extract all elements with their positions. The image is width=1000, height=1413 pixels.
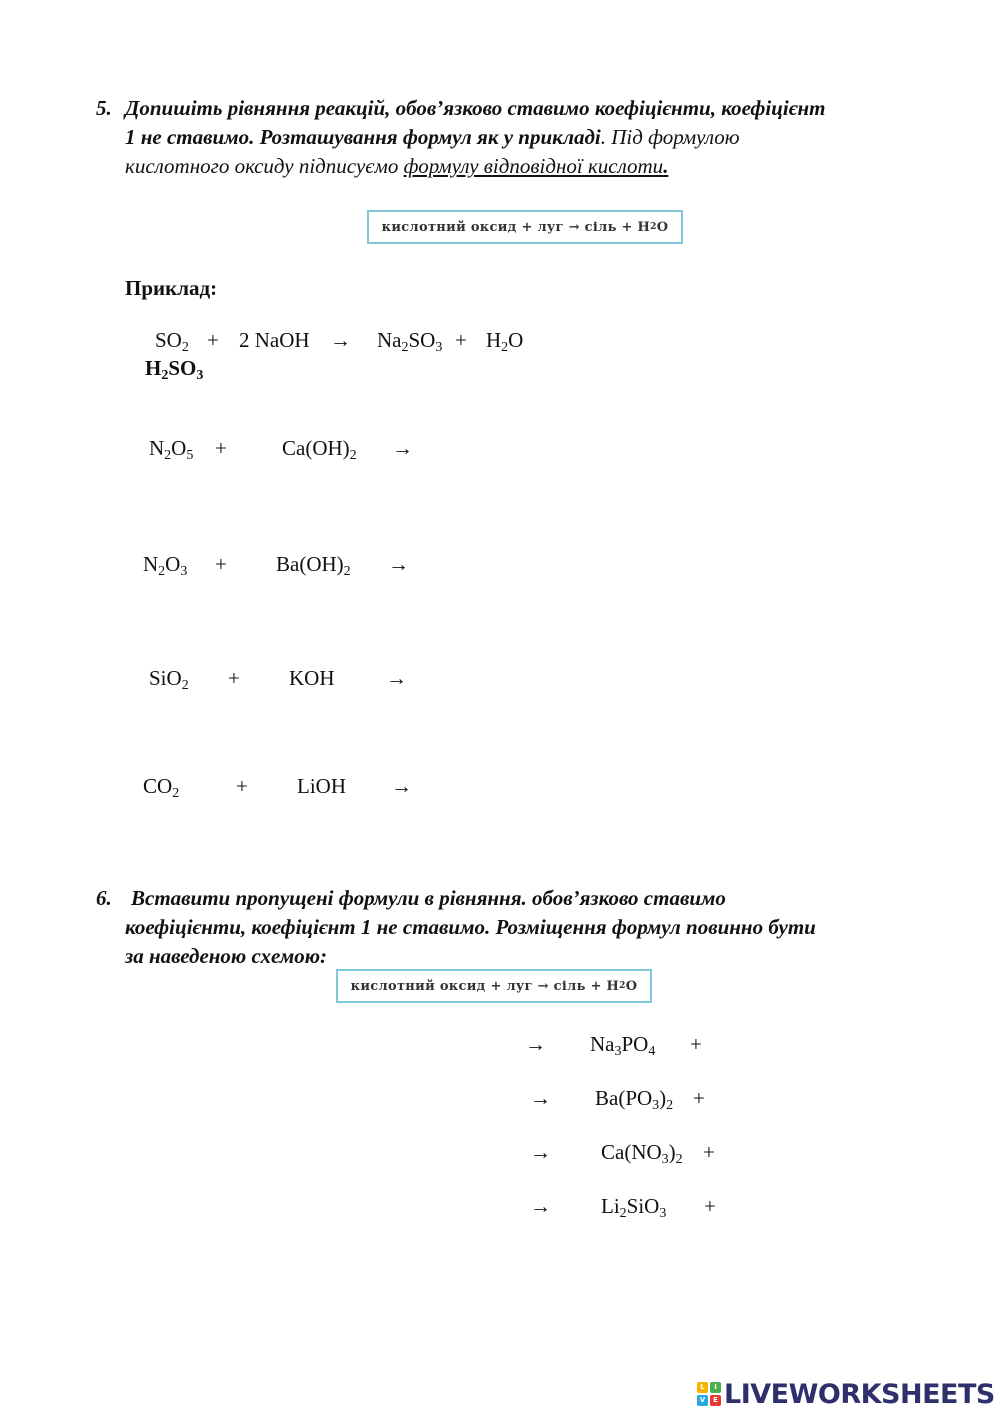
eq2-base-a: Ba(OH) bbox=[276, 552, 344, 576]
reaction-scheme-box-2: кислотний оксид + луг → сіль + H 2 O bbox=[336, 969, 652, 1003]
task-6-row bbox=[0, 1086, 1000, 1116]
equation-row bbox=[0, 436, 1000, 466]
task-6-row-3-arrow: → bbox=[530, 1140, 551, 1164]
task-5-line-2 bbox=[125, 123, 740, 152]
eq3-ox-s1: 2 bbox=[181, 678, 189, 693]
task-6-row-4-salt bbox=[601, 1194, 666, 1219]
task-6-row-4-arrow: → bbox=[530, 1194, 551, 1218]
task-5-line-3-plain: кислотного оксиду підписуємо bbox=[125, 154, 404, 178]
eq1-ox-s1: 2 bbox=[164, 448, 172, 463]
equation-row bbox=[0, 666, 1000, 696]
scheme-2-tail: O bbox=[625, 978, 638, 994]
equation-4-base: LiOH bbox=[297, 774, 346, 798]
example-plus-1: + bbox=[207, 328, 219, 352]
eq2-ox-b: O bbox=[165, 552, 181, 576]
t6r2-b: ) bbox=[659, 1086, 667, 1110]
example-oxide-sub: 2 bbox=[181, 340, 189, 355]
logo-square-3: V bbox=[697, 1395, 708, 1406]
task-6-row-2-salt bbox=[595, 1086, 673, 1111]
example-salt bbox=[377, 328, 442, 353]
equation-2-oxide bbox=[143, 552, 187, 577]
logo-text: LIVEWORKSHEETS bbox=[724, 1378, 995, 1410]
task-6-row-1-salt bbox=[590, 1032, 655, 1057]
task-6-row bbox=[0, 1032, 1000, 1062]
t6r1-s2: 4 bbox=[648, 1044, 656, 1059]
example-acid-sub1: 2 bbox=[161, 368, 169, 383]
scheme-2-text: кислотний оксид + луг → сіль + H bbox=[350, 978, 620, 994]
t6r4-s2: 3 bbox=[659, 1206, 667, 1221]
t6r1-a: Na bbox=[590, 1032, 615, 1056]
task-6-row-1-plus: + bbox=[690, 1032, 702, 1056]
logo-squares-icon bbox=[697, 1382, 721, 1406]
eq4-ox-s1: 2 bbox=[172, 786, 180, 801]
t6r2-a: Ba(PO bbox=[595, 1086, 653, 1110]
task-6-row bbox=[0, 1194, 1000, 1224]
equation-1-arrow: → bbox=[392, 436, 413, 460]
eq1-base-s: 2 bbox=[349, 448, 357, 463]
eq1-ox-a: N bbox=[149, 436, 165, 460]
task-6-row-2-plus: + bbox=[693, 1086, 705, 1110]
example-water-a: H bbox=[486, 328, 502, 352]
eq2-ox-s1: 2 bbox=[158, 564, 166, 579]
t6r1-s1: 3 bbox=[614, 1044, 622, 1059]
eq2-ox-a: N bbox=[143, 552, 159, 576]
equation-2-plus: + bbox=[215, 552, 227, 576]
task-6-row bbox=[0, 1140, 1000, 1170]
equation-4-plus: + bbox=[236, 774, 248, 798]
eq2-base-s: 2 bbox=[343, 564, 351, 579]
task-6-row-1-arrow: → bbox=[525, 1032, 546, 1056]
t6r3-s2: 2 bbox=[675, 1152, 683, 1167]
equation-row bbox=[0, 552, 1000, 582]
reaction-scheme-box: кислотний оксид + луг → сіль + H 2 O bbox=[367, 210, 683, 244]
t6r3-a: Ca(NO bbox=[601, 1140, 662, 1164]
logo-square-4: E bbox=[710, 1395, 721, 1406]
eq1-ox-s2: 5 bbox=[186, 448, 194, 463]
example-water-b: O bbox=[508, 328, 524, 352]
equation-4-arrow: → bbox=[391, 774, 412, 798]
example-salt-sub1: 2 bbox=[401, 340, 409, 355]
equation-2-base bbox=[276, 552, 351, 577]
example-oxide bbox=[155, 328, 189, 353]
t6r1-b: PO bbox=[621, 1032, 649, 1056]
example-water bbox=[486, 328, 523, 353]
logo-square-2: I bbox=[710, 1382, 721, 1393]
equation-1-oxide bbox=[149, 436, 193, 461]
equation-4-oxide bbox=[143, 774, 179, 799]
example-salt-a: Na bbox=[377, 328, 402, 352]
t6r2-s1: 3 bbox=[652, 1098, 660, 1113]
example-oxide-text: SO bbox=[155, 328, 182, 352]
task-6-row-4-plus: + bbox=[704, 1194, 716, 1218]
example-arrow: → bbox=[330, 328, 351, 352]
eq2-ox-s2: 3 bbox=[180, 564, 188, 579]
equation-3-arrow: → bbox=[386, 666, 407, 690]
t6r4-b: SiO bbox=[626, 1194, 660, 1218]
task-5-line-1: Допишіть рівняння реакцій, обов’язково ставимо коефіцієнти, коефіцієнт bbox=[125, 96, 826, 120]
t6r4-s1: 2 bbox=[619, 1206, 627, 1221]
equation-2-arrow: → bbox=[388, 552, 409, 576]
equation-3-base: KOH bbox=[289, 666, 335, 690]
task-5-line-2-rest: . Під формулою bbox=[600, 125, 740, 149]
equation-1-base bbox=[282, 436, 357, 461]
example-plus-2: + bbox=[455, 328, 467, 352]
eq1-ox-b: O bbox=[171, 436, 187, 460]
task-6-line-2: коефіцієнти, коефіцієнт 1 не ставимо. Розміщення формул повинно бути bbox=[125, 915, 816, 939]
task-6-instructions bbox=[96, 884, 936, 974]
eq3-ox-a: SiO bbox=[149, 666, 182, 690]
task-6-line-1: Вставити пропущені формули в рівняння. обов’язково ставимо bbox=[131, 886, 726, 910]
t6r4-a: Li bbox=[601, 1194, 620, 1218]
task-6-row-3-plus: + bbox=[703, 1140, 715, 1164]
equation-3-plus: + bbox=[228, 666, 240, 690]
t6r3-b: ) bbox=[668, 1140, 676, 1164]
task-5-number: 5. bbox=[96, 96, 112, 120]
example-acid-b: SO bbox=[168, 356, 197, 380]
equation-3-oxide bbox=[149, 666, 189, 691]
example-water-sub: 2 bbox=[501, 340, 509, 355]
eq4-ox-a: CO bbox=[143, 774, 173, 798]
example-base: 2 NaOH bbox=[239, 328, 310, 352]
scheme-text: кислотний оксид + луг → сіль + H bbox=[381, 219, 651, 235]
example-equation bbox=[0, 328, 1000, 358]
example-salt-sub2: 3 bbox=[435, 340, 443, 355]
task-5-line-3 bbox=[125, 152, 668, 181]
task-5-line-2-bold: 1 не ставимо. Розташування формул як у прикладі bbox=[125, 125, 601, 149]
t6r2-s2: 2 bbox=[666, 1098, 674, 1113]
task-6-line-3: за наведеною схемою: bbox=[125, 944, 328, 968]
task-6-number: 6. bbox=[96, 886, 112, 910]
liveworksheets-logo bbox=[697, 1378, 995, 1410]
task-6-row-2-arrow: → bbox=[530, 1086, 551, 1110]
example-acid-sub2: 3 bbox=[196, 368, 204, 383]
task-5-line-3-end: . bbox=[663, 154, 669, 178]
scheme-tail: O bbox=[656, 219, 669, 235]
example-acid-a: H bbox=[145, 356, 162, 380]
equation-row bbox=[0, 774, 1000, 804]
logo-square-1: L bbox=[697, 1382, 708, 1393]
example-label: Приклад: bbox=[125, 276, 218, 300]
task-6-row-3-salt bbox=[601, 1140, 683, 1165]
example-acid bbox=[145, 356, 203, 381]
task-5-instructions bbox=[96, 94, 936, 184]
equation-1-plus: + bbox=[215, 436, 227, 460]
eq1-base-a: Ca(OH) bbox=[282, 436, 350, 460]
t6r3-s1: 3 bbox=[661, 1152, 669, 1167]
task-5-acid-hint: формулу відповідної кислоти bbox=[403, 154, 664, 178]
example-salt-b: SO bbox=[408, 328, 436, 352]
